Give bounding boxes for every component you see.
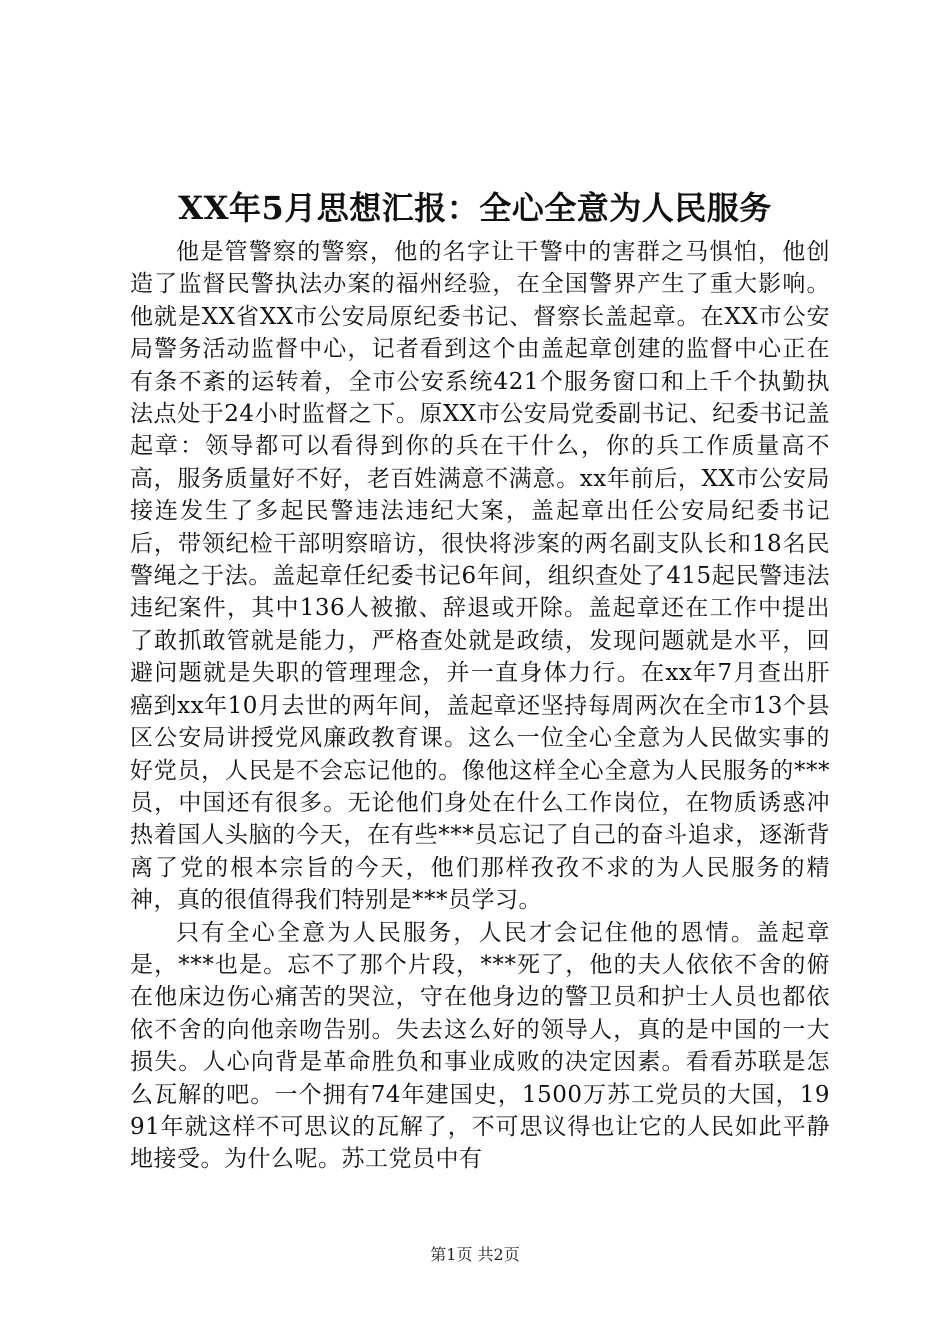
document-body <box>130 236 830 1176</box>
paragraph-1: 他是管警察的警察，他的名字让干警中的害群之马惧怕，他创造了监督民警执法办案的福州经验，在全国警界产生了重大影响。他就是XX省XX市公安局原纪委书记、督察长盖起章。在XX市公安局警务活动监督中心，记者看到这个由盖起章创建的监督中心正在有条不紊的运转着，全市公安系统421个服务窗口和上千个执勤执法点处于24小时监督之下。原XX市公安局党委副书记、纪委书记盖起章：领导都可以看得到你的兵在干什么，你的兵工作质量高不高，服务质量好不好，老百姓满意不满意。xx年前后，XX市公安局接连发生了多起民警违法违纪大案，盖起章出任公安局纪委书记后，带领纪检干部明察暗访，很快将涉案的两名副支队长和18名民警绳之于法。盖起章任纪委书记6年间，组织查处了415起民警违法违纪案件，其中136人被撤、辞退或开除。盖起章还在工作中提出了敢抓敢管就是能力，严格查处就是政绩，发现问题就是水平，回避问题就是失职的管理理念，并一直身体力行。在xx年7月查出肝癌到xx年10月去世的两年间，盖起章还坚持每周两次在全市13个县区公安局讲授党风廉政教育课。这么一位全心全意为人民做实事的好党员，人民是不会忘记他的。像他这样全心全意为人民服务的***员，中国还有很多。无论他们身处在什么工作岗位，在物质诱惑冲热着国人头脑的今天，在有些***员忘记了自己的奋斗追求，逐渐背离了党的根本宗旨的今天，他们那样孜孜不求的为人民服务的精神，真的很值得我们特别是***员学习。 <box>130 239 830 914</box>
page-title: XX年5月思想汇报：全心全意为人民服务 <box>178 189 772 227</box>
paragraph-2: 只有全心全意为人民服务，人民才会记住他的恩情。盖起章是，***也是。忘不了那个片段，***死了，他的夫人依依不舍的俯在他床边伤心痛苦的哭泣，守在他身边的警卫员和护士人员也都依依不舍的向他亲吻告别。失去这么好的领导人，真的是中国的一大损失。人心向背是革命胜负和事业成败的决定因素。看看苏联是怎么瓦解的吧。一个拥有74年建国史，1500万苏工党员的大国，1991年就这样不可思议的瓦解了，不可思议得也让它的人民如此平静地接受。为什么呢。苏工党员中有 <box>130 919 830 1173</box>
page-footer: 第1页 共2页 <box>430 1245 520 1264</box>
